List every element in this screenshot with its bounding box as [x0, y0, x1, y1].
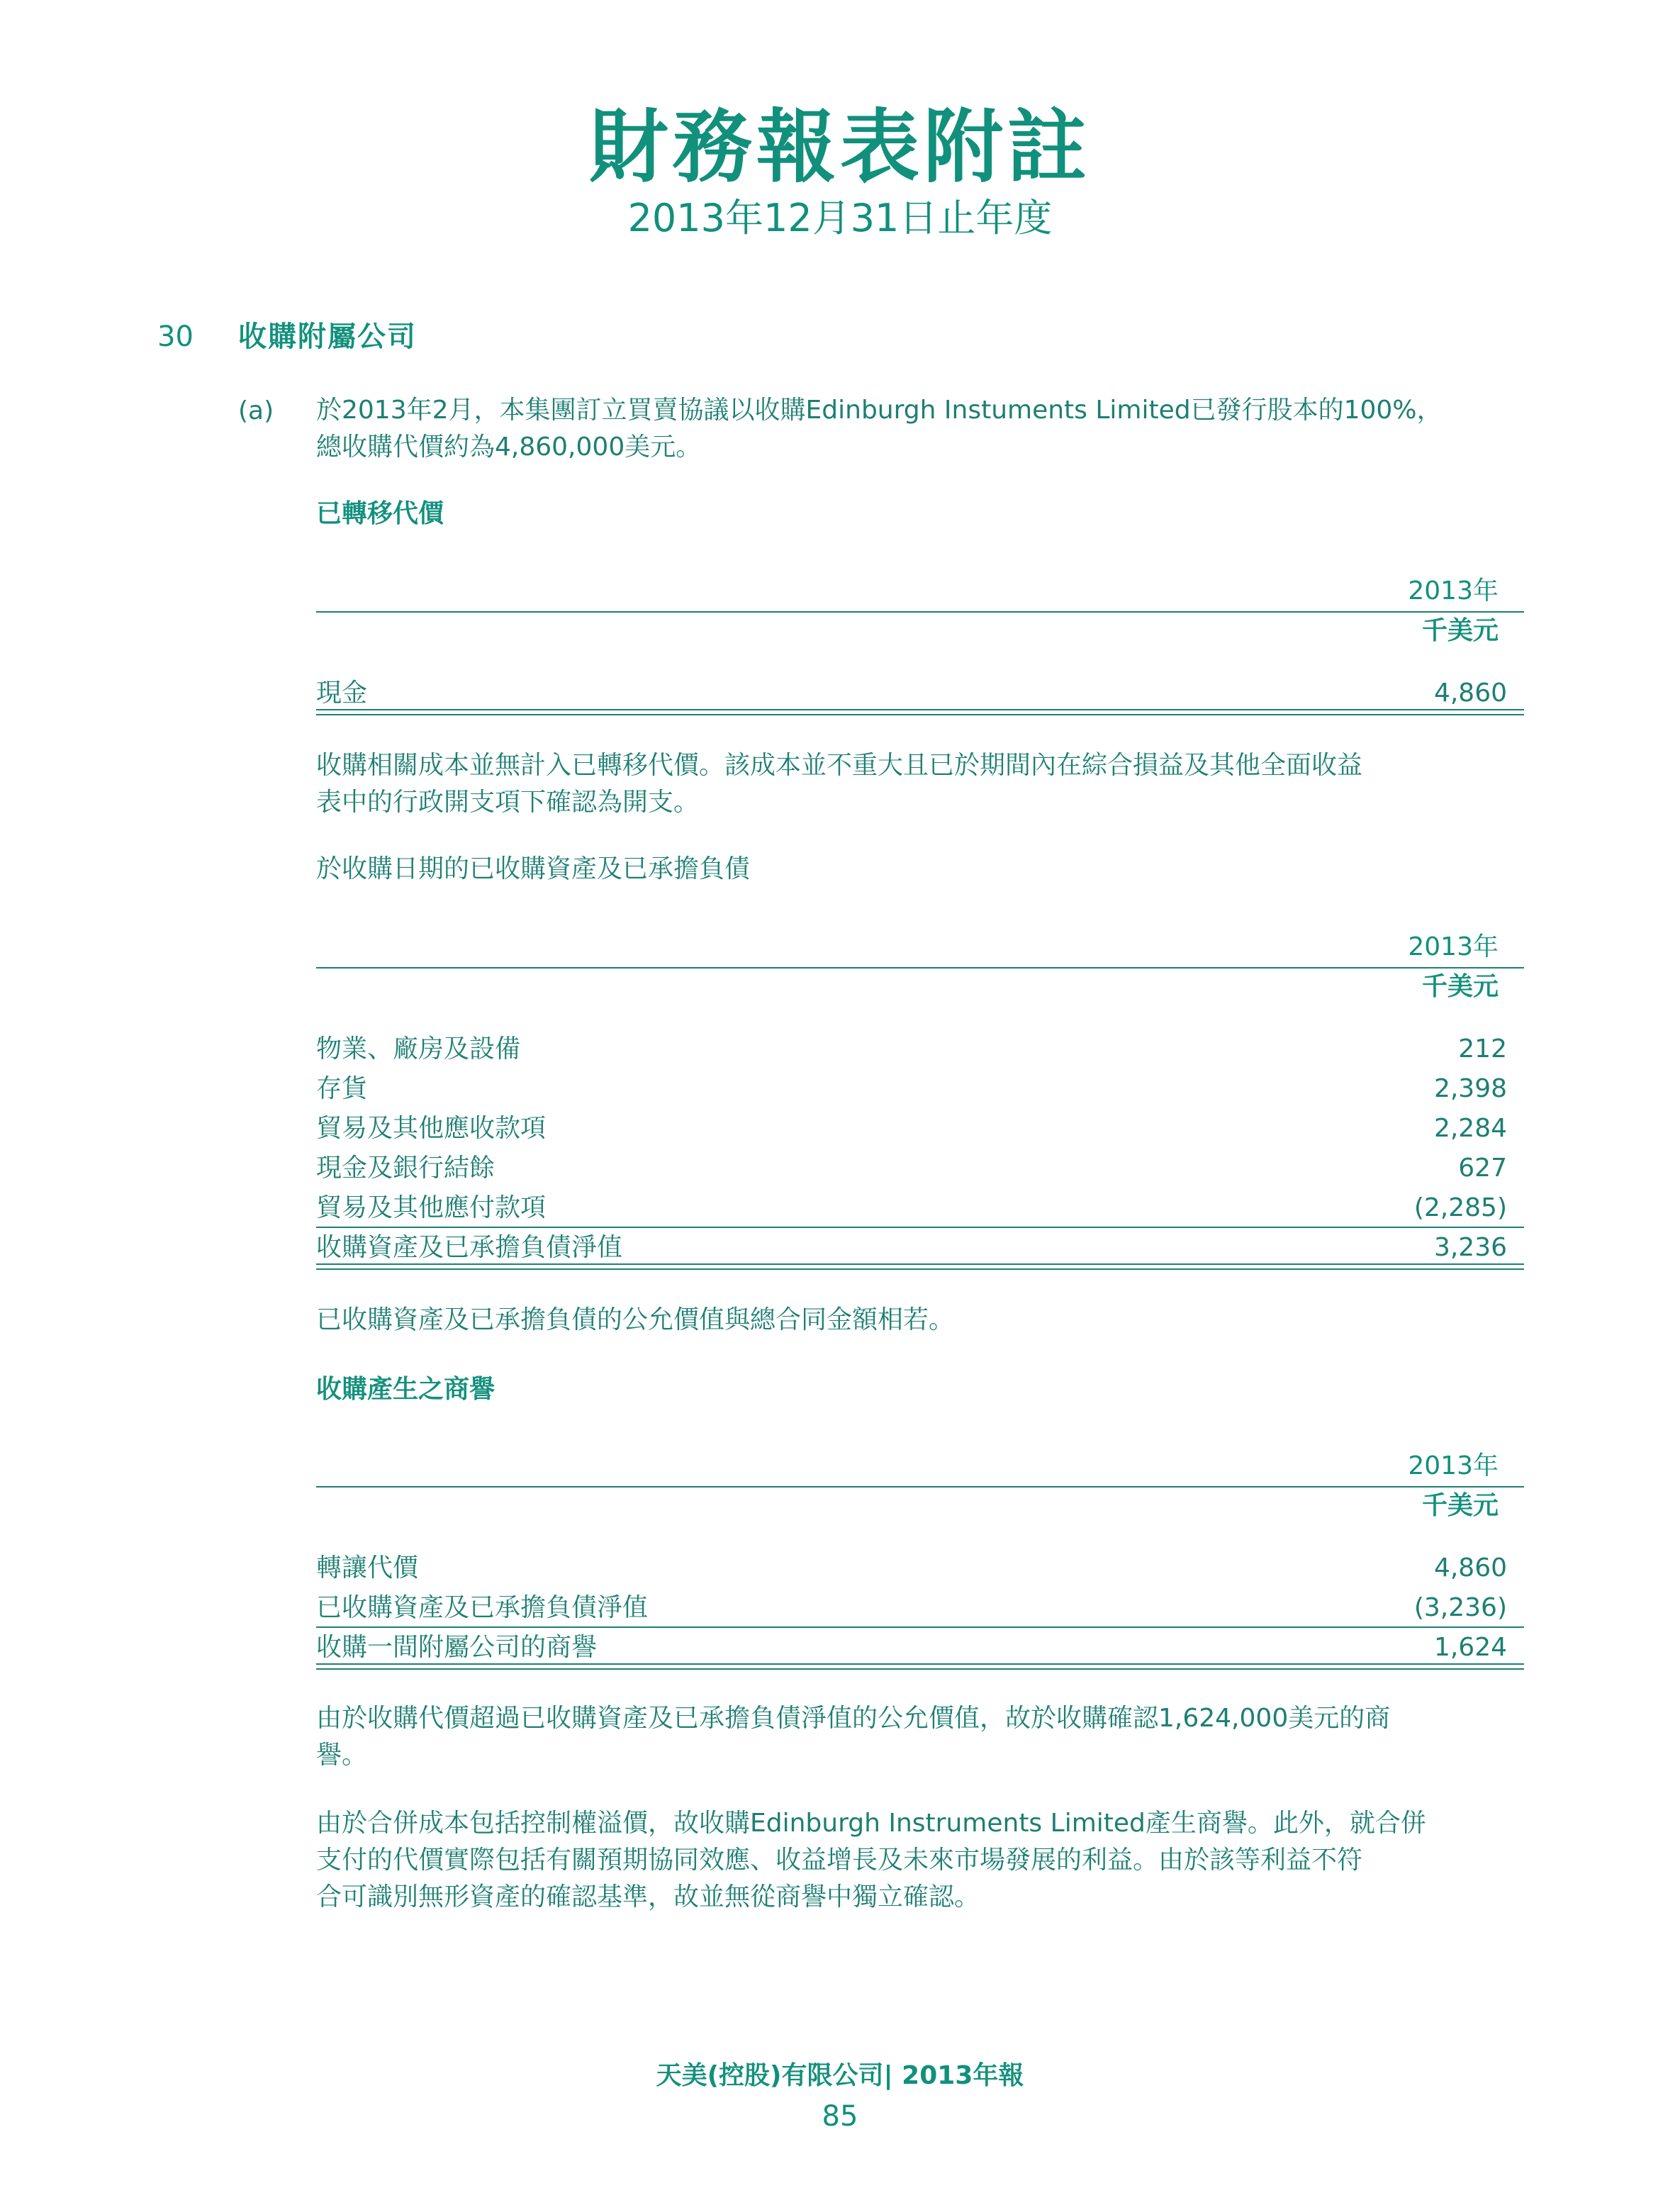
note-line: 由於收購代價超過已收購資產及已承擔負債淨值的公允價值，故於收購確認1,624,000美元的商 [316, 1704, 1391, 1733]
table-total-value: 1,624 [1433, 1633, 1507, 1662]
consideration-note [316, 747, 1533, 821]
note-line: 收購相關成本並無計入已轉移代價。該成本並不重大且已於期間內在綜合損益及其他全面收益 [316, 751, 1363, 780]
goodwill-year-header: 2013年 [1408, 1451, 1499, 1480]
table-rule [316, 1227, 1524, 1228]
intro-paragraph [316, 392, 1533, 466]
table-total-value: 3,236 [1433, 1233, 1507, 1262]
assets-year-header: 2013年 [1408, 932, 1499, 961]
table-row-label: 貿易及其他應付款項 [316, 1193, 547, 1222]
table-row-value: 2,284 [1433, 1114, 1507, 1143]
table-row-value: (2,285) [1413, 1193, 1507, 1222]
note-line: 由於合併成本包括控制權溢價，故收購Edinburgh Instruments Limited產生商譽。此外，就合併 [316, 1809, 1426, 1838]
double-underline [316, 709, 1524, 715]
assets-heading: 於收購日期的已收購資產及已承擔負債 [316, 854, 751, 883]
note-line: 支付的代價實際包括有關預期協同效應、收益增長及未來市場發展的利益。由於該等利益不符 [316, 1846, 1363, 1875]
table-row-label: 貿易及其他應收款項 [316, 1114, 547, 1143]
table-row-value: (3,236) [1413, 1593, 1507, 1622]
goodwill-heading: 收購產生之商譽 [316, 1375, 495, 1404]
table-total-label: 收購資產及已承擔負債淨值 [316, 1233, 623, 1262]
page-number: 85 [822, 2100, 858, 2133]
table-row-value: 212 [1458, 1034, 1507, 1064]
page-subtitle: 2013年12月31日止年度 [627, 196, 1053, 240]
note-line: 合可識別無形資產的確認基準，故並無從商譽中獨立確認。 [316, 1882, 980, 1911]
goodwill-unit-header: 千美元 [1421, 1491, 1499, 1520]
table-row-label: 存貨 [316, 1074, 368, 1103]
goodwill-note-2 [316, 1805, 1533, 1916]
table-row-value: 627 [1458, 1154, 1507, 1183]
table-row-value: 4,860 [1433, 679, 1507, 708]
page-title: 財務報表附註 [589, 101, 1091, 194]
intro-line: 總收購代價約為4,860,000美元。 [316, 432, 702, 462]
double-underline [316, 1263, 1524, 1270]
note-line: 譽。 [316, 1741, 368, 1770]
assets-unit-header: 千美元 [1421, 972, 1499, 1001]
double-underline [316, 1663, 1524, 1670]
table-row-label: 轉讓代價 [316, 1553, 419, 1583]
section-title: 收購附屬公司 [238, 320, 417, 353]
table-row-label: 現金 [316, 679, 368, 708]
section-number: 30 [157, 320, 194, 353]
table-row-value: 2,398 [1433, 1074, 1507, 1103]
consideration-unit-header: 千美元 [1421, 616, 1499, 645]
consideration-heading: 已轉移代價 [316, 499, 444, 528]
table-rule [316, 1626, 1524, 1628]
part-label: (a) [238, 396, 274, 425]
consideration-year-header: 2013年 [1408, 576, 1499, 605]
table-row-label: 物業、廠房及設備 [316, 1034, 521, 1064]
note-line: 表中的行政開支項下確認為開支。 [316, 788, 700, 817]
table-total-label: 收購一間附屬公司的商譽 [316, 1633, 598, 1662]
assets-note: 已收購資產及已承擔負債的公允價值與總合同金額相若。 [316, 1305, 955, 1334]
table-row-label: 已收購資產及已承擔負債淨值 [316, 1593, 649, 1622]
goodwill-note-1 [316, 1700, 1533, 1774]
table-row-value: 4,860 [1433, 1553, 1507, 1583]
footer-company: 天美(控股)有限公司| 2013年報 [656, 2061, 1024, 2090]
table-row-label: 現金及銀行結餘 [316, 1154, 495, 1183]
intro-line: 於2013年2月，本集團訂立買賣協議以收購Edinburgh Instuments Limited已發行股本的100%， [316, 396, 1443, 425]
